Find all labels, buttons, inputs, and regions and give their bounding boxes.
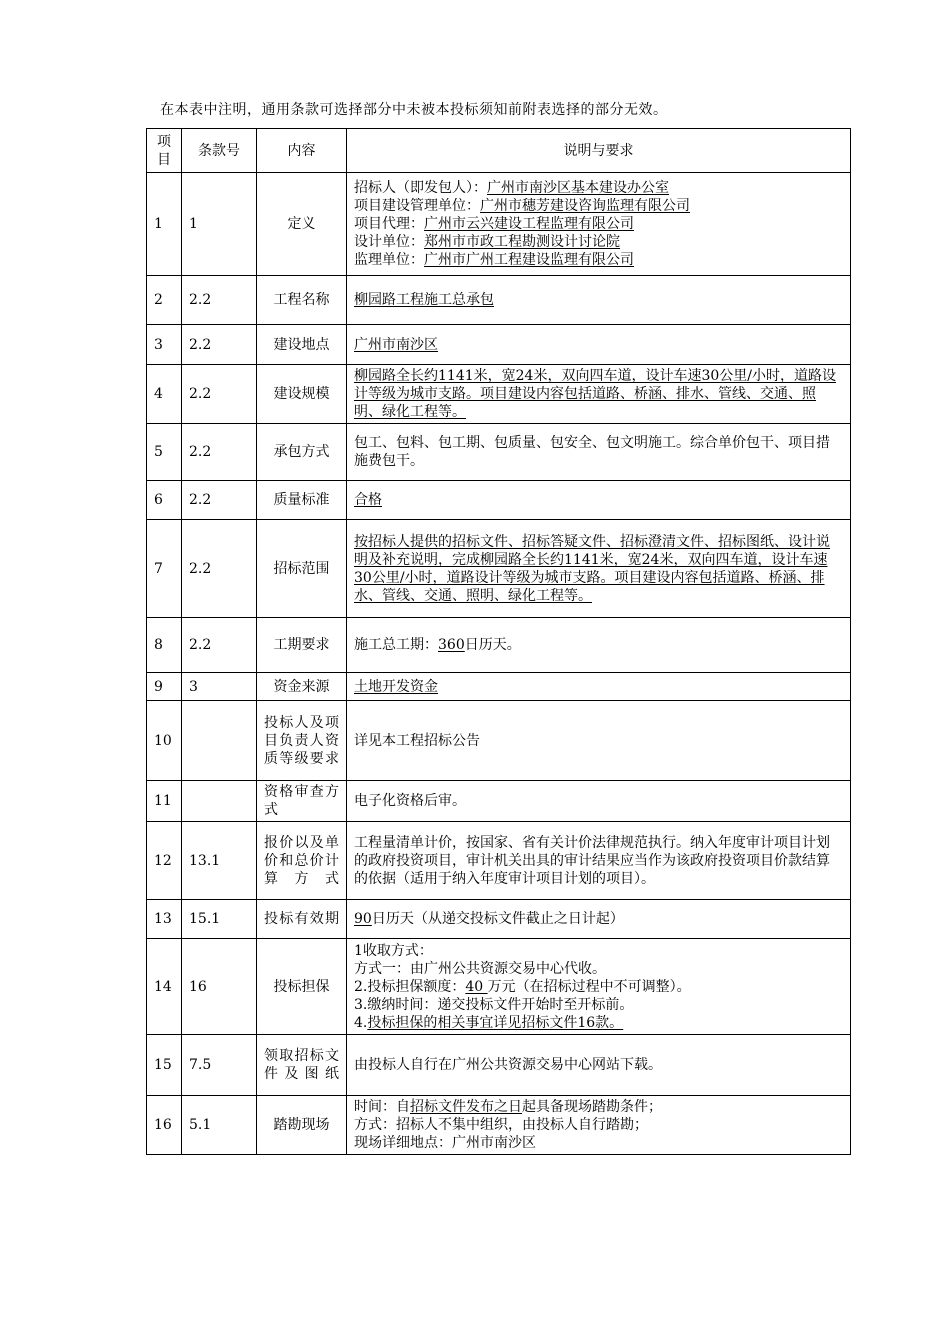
desc-value: 广州市南沙区 (354, 336, 438, 353)
description-cell (347, 618, 851, 673)
row-number: 3 (147, 325, 182, 365)
desc-value: 土地开发资金 (354, 678, 438, 695)
desc-value: 合格 (354, 492, 382, 508)
clause-number: 7.5 (182, 1035, 257, 1096)
desc-value: 40 (465, 978, 488, 995)
row-number: 1 (147, 173, 182, 276)
desc-label: 施工总工期： (354, 637, 438, 653)
clause-number: 2.2 (182, 481, 257, 520)
desc-value: 360 (438, 637, 465, 653)
clause-number (182, 781, 257, 822)
desc-value: 投标担保的相关事宜详见招标文件16款。 (367, 1014, 624, 1031)
desc-label: 2.投标担保额度： (354, 978, 466, 995)
content-cell: 领取招标文件及图纸 (257, 1035, 347, 1096)
clause-number: 5.1 (182, 1096, 257, 1155)
intro-note: 在本表中注明，通用条款可选择部分中未被本投标须知前附表选择的部分无效。 (160, 102, 668, 118)
table-row (147, 481, 851, 520)
desc-value: 广州市穗芳建设咨询监理有限公司 (480, 198, 690, 214)
content-cell: 报价以及单价和总价计算方式 (257, 822, 347, 900)
desc-suffix: 日历天。 (464, 637, 521, 653)
table-header-row (147, 129, 851, 173)
clause-number: 2.2 (182, 325, 257, 365)
description-cell (347, 1096, 851, 1155)
description-cell (347, 481, 851, 520)
desc-label: 招标人（即发包人）： (354, 180, 487, 196)
description-cell: 电子化资格后审。 (347, 781, 851, 822)
desc-line: 1收取方式： (354, 942, 433, 959)
clause-number: 2.2 (182, 618, 257, 673)
content-cell: 建设规模 (257, 365, 347, 424)
clause-number: 13.1 (182, 822, 257, 900)
desc-value: 郑州市市政工程勘测设计讨论院 (424, 234, 620, 250)
description-cell (347, 276, 851, 325)
row-number: 15 (147, 1035, 182, 1096)
row-number: 4 (147, 365, 182, 424)
row-number: 11 (147, 781, 182, 822)
description-cell (347, 673, 851, 701)
content-cell: 承包方式 (257, 424, 347, 481)
row-number: 12 (147, 822, 182, 900)
table-row (147, 276, 851, 325)
clause-number: 1 (182, 173, 257, 276)
header-clause: 条款号 (182, 129, 257, 173)
content-cell: 工期要求 (257, 618, 347, 673)
desc-value: 广州市南沙区基本建设办公室 (487, 180, 669, 196)
clause-number: 15.1 (182, 900, 257, 939)
desc-label: 时间：自 (354, 1099, 410, 1115)
description-cell (347, 365, 851, 424)
row-number: 2 (147, 276, 182, 325)
content-cell: 投标担保 (257, 939, 347, 1035)
row-number: 13 (147, 900, 182, 939)
header-description: 说明与要求 (347, 129, 851, 173)
row-number: 16 (147, 1096, 182, 1155)
desc-suffix: 日历天（从递交投标文件截止之日计起） (371, 911, 624, 927)
content-cell: 定义 (257, 173, 347, 276)
table-row (147, 673, 851, 701)
table-row (147, 325, 851, 365)
clause-number: 16 (182, 939, 257, 1035)
description-cell: 详见本工程招标公告 (347, 701, 851, 781)
clause-number: 2.2 (182, 424, 257, 481)
table-row (147, 424, 851, 481)
table-row (147, 701, 851, 781)
content-cell: 投标有效期 (257, 900, 347, 939)
content-cell: 踏勘现场 (257, 1096, 347, 1155)
desc-value: 招标文件发布之日 (410, 1099, 522, 1115)
header-content: 内容 (257, 129, 347, 173)
desc-line: 方式：招标人不集中组织，由投标人自行踏勘； (354, 1117, 648, 1133)
description-cell (347, 900, 851, 939)
desc-line: 3.缴纳时间：递交投标文件开始时至开标前。 (354, 996, 634, 1013)
description-cell (347, 939, 851, 1035)
content-cell: 质量标准 (257, 481, 347, 520)
row-number: 6 (147, 481, 182, 520)
row-number: 8 (147, 618, 182, 673)
desc-value: 广州市广州工程建设监理有限公司 (424, 252, 634, 268)
table-row (147, 822, 851, 900)
content-cell: 资金来源 (257, 673, 347, 701)
description-cell: 包工、包料、包工期、包质量、包安全、包文明施工。综合单价包干、项目措施费包干。 (347, 424, 851, 481)
desc-value: 按招标人提供的招标文件、招标答疑文件、招标澄清文件、招标图纸、设计说明及补充说明，完成柳园路全长约1141米，宽24米，双向四车道，设计车速30公里/小时，道路设计等级为城市支路。项目建设内容包括道路、桥涵、排水、管线、交通、照明、绿化工程等。 (354, 533, 830, 604)
table-row (147, 1096, 851, 1155)
desc-value: 广州市云兴建设工程监理有限公司 (424, 216, 634, 232)
row-number: 10 (147, 701, 182, 781)
desc-label: 监理单位： (354, 252, 424, 268)
clause-number: 2.2 (182, 276, 257, 325)
table-row (147, 781, 851, 822)
desc-line: 方式一：由广州公共资源交易中心代收。 (354, 960, 606, 977)
desc-label: 项目代理： (354, 216, 424, 232)
table-row (147, 1035, 851, 1096)
table-row (147, 520, 851, 618)
header-item: 项目 (147, 129, 182, 173)
description-cell: 工程量清单计价，按国家、省有关计价法律规范执行。纳入年度审计项目计划的政府投资项目，审计机关出具的审计结果应当作为该政府投资项目价款结算的依据（适用于纳入年度审计项目计划的项目）。 (347, 822, 851, 900)
desc-value: 柳园路全长约1141米，宽24米，双向四车道，设计车速30公里/小时，道路设计等级为城市支路。项目建设内容包括道路、桥涵、排水、管线、交通、照明、绿化工程等。 (354, 368, 836, 420)
description-cell (347, 325, 851, 365)
content-cell: 工程名称 (257, 276, 347, 325)
desc-line: 现场详细地点：广州市南沙区 (354, 1135, 536, 1151)
description-cell (347, 520, 851, 618)
desc-label: 项目建设管理单位： (354, 198, 480, 214)
row-number: 7 (147, 520, 182, 618)
table-row (147, 365, 851, 424)
row-number: 5 (147, 424, 182, 481)
row-number: 9 (147, 673, 182, 701)
desc-suffix: 万元（在招标过程中不可调整）。 (487, 978, 691, 995)
clause-number: 2.2 (182, 520, 257, 618)
row-number: 14 (147, 939, 182, 1035)
description-cell (347, 173, 851, 276)
content-cell: 建设地点 (257, 325, 347, 365)
clause-number (182, 701, 257, 781)
table-row (147, 939, 851, 1035)
desc-value: 柳园路工程施工总承包 (354, 292, 494, 308)
desc-value: 90 (354, 911, 372, 927)
content-cell: 资格审查方式 (257, 781, 347, 822)
table-row (147, 618, 851, 673)
table-row (147, 900, 851, 939)
clause-number: 2.2 (182, 365, 257, 424)
desc-suffix: 起具备现场踏勘条件； (522, 1099, 662, 1115)
desc-label: 设计单位： (354, 234, 424, 250)
clause-number: 3 (182, 673, 257, 701)
table-row (147, 173, 851, 276)
tender-info-table (146, 128, 851, 1155)
content-cell: 招标范围 (257, 520, 347, 618)
content-cell: 投标人及项目负责人资质等级要求 (257, 701, 347, 781)
desc-label: 4. (354, 1014, 368, 1031)
description-cell: 由投标人自行在广州公共资源交易中心网站下载。 (347, 1035, 851, 1096)
